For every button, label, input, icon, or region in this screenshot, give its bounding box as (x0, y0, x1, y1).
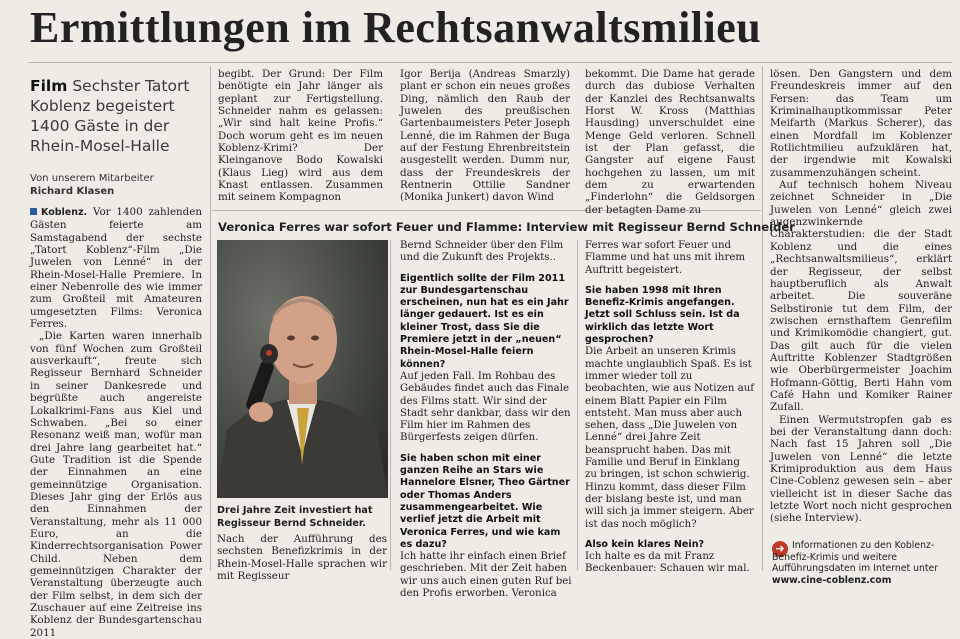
arrow-right-icon: ➜ (772, 541, 788, 557)
headline-rule (28, 62, 952, 63)
byline (30, 172, 205, 198)
interview-question: Also kein klares Nein? (585, 538, 705, 550)
article-paragraph: „Die Karten waren innerhalb von fünf Wochen zum Großteil ausverkauft“, freute sich Regisseur Bernhard Schneider in seiner Dankesrede und begrüßte auch angereiste Lokalkrimi-Fans aus Kiel und Schwaben. „Bei so einer Resonanz weiß man, wofür man drei Jahre lang gearbeitet hat.“ Gute Tradition ist die Spende der Einnahmen an eine gemeinnützige Organisation. Dieses Jahr ging der Erlös aus den Einnahmen der Veranstaltung, mehr als 11 000 Euro, an die Kinderrechtsorganisation Power Child. Neben dem gemeinnützigen Charakter der Veranstaltung überzeugte auch der Film selbst, in dem sich der Zuschauer auf eine Zeitreise ins Koblenz der Bundesgartenschau 2011 (30, 330, 202, 639)
director-photo (217, 240, 388, 498)
article-column-2 (218, 68, 383, 204)
interview-answer: Ich hatte ihr einfach einen Brief geschrieben. Mit der Zeit haben wir uns auch einen guten Ruf bei den Profis erworben. Veronica (400, 551, 572, 600)
info-text: Informationen zu den Koblenz-Benefiz-Krimis und weitere Aufführungsdaten im Internet unter (772, 540, 939, 575)
article-column-4 (585, 68, 755, 216)
article-paragraph: Auf technisch hohem Niveau zeichnet Schneider in „Die Juwelen von Lenné“ gleich zwei augenzwinkernde Charakterstudien: die der Stadt Koblenz und die eines „Rechtsanwaltsmilieus“, erklärt der Regisseur, der selbst hauptberuflich als Anwalt arbeitet. Die souveräne Selbstironie tut dem Film, der zwischen ernsthaftem Genrefilm und Krimikomödie changiert, gut. Das gilt auch für die vielen Auftritte Koblenzer Stadtgrößen wie Oberbürgermeister Joachim Hofmann-Göttig, Berti Hahn vom Café Hahn und Komiker Rainer Zufall. (770, 179, 952, 414)
deck (30, 76, 205, 156)
interview-headline: Veronica Ferres war sofort Feuer und Flamme: Interview mit Regisseur Bernd Schneider (218, 220, 795, 234)
column-rule (762, 66, 763, 571)
interview-question: Sie haben schon mit einer ganzen Reihe an Stars wie Hannelore Elsner, Theo Gärtner oder Thomas Anders zusammengearbeitet. Wie verlief jetzt die Arbeit mit Veronica Ferres, und wie kam es dazu? (400, 452, 570, 550)
interview-paragraph: Nach der Aufführung des sechsten Benefizkrimis in der Rhein-Mosel-Halle sprachen wir mit Regisseur (217, 533, 387, 583)
article-paragraph: begibt. Der Grund: Der Film benötigte ein Jahr länger als geplant zur Fertigstellung. Schneider nahm es gelassen: „Wir sind halt keine Profis.“ Doch worum geht es im neuen Koblenz-Krimi? Der Kleinganove Bodo Kowalski (Klaus Lieg) wird aus dem Knast entlassen. Zusammen mit seinem Kompagnon (218, 68, 383, 204)
byline-author: Richard Klasen (30, 186, 115, 197)
article-paragraph: Vor 1400 zahlenden Gästen feierte am Samstagabend der sechste „Tatort Koblenz“-Film „Die Juwelen von Lenné“ in der Rhein-Mosel-Halle Premiere. In einer Nebenrolle des wie immer zum Großteil mit Amateuren umgesetzten Films: Veronica Ferres. (30, 206, 202, 331)
interview-question: Eigentlich sollte der Film 2011 zur Bundesgartenschau erscheinen, nun hat es ein Jahr länger gedauert. Ist es ein kleiner Trost, dass Sie die Premiere jetzt in der „neuen“ Rhein-Mosel-Halle feiern können? (400, 272, 569, 370)
interview-answer: Die Arbeit an unseren Krimis machte unglaublich Spaß. Es ist immer wieder toll zu beobachten, wie aus Notizen auf einem Blatt Papier ein Film entsteht. Man muss aber auch sehen, dass „Die Juwelen von Lenné“ drei Jahre Zeit beansprucht haben. Das mit Familie und Beruf in Einklang zu bringen, ist schon schwierig. Hinzu kommt, dass dieser Film der bislang beste ist, und man will sich ja immer steigern. Aber ist das noch möglich? (585, 346, 755, 530)
article-paragraph: Einen Wermutstropfen gab es bei der Veranstaltung dann doch: Nach fast 15 Jahren soll „Die Juwelen von Lenné“ die letzte Krimiproduktion aus dem Haus Cine-Coblenz gewesen sein – aber vielleicht ist in dieser Sache das letzte Wort noch nicht gesprochen (siehe Interview). (770, 413, 952, 525)
interview-answer: Bernd Schneider über den Film und die Zukunft des Projekts.. (400, 240, 564, 264)
photo-caption: Drei Jahre Zeit investiert hat Regisseur Bernd Schneider. (217, 505, 373, 529)
interview-column-3 (400, 240, 572, 600)
article-paragraph: Igor Berija (Andreas Smarzly) plant er schon ein neues großes Ding, nämlich den Raub der Juwelen des preußischen Gartenbaumeisters Peter Joseph Lenné, die im Rahmen der Buga auf der Festung Ehrenbreitstein ausgestellt werden. Dumm nur, dass der Freundeskreis der Rentnerin Ottilie Sandner (Monika Junkert) davon Wind (400, 68, 570, 204)
column-rule (390, 240, 391, 570)
article-paragraph: bekommt. Die Dame hat gerade durch das dubiose Verhalten der Kanzlei des Rechtsanwalts Horst W. Kross (Matthias Hausding) unverschuldet eine Menge Geld verloren. Schnell ist der Plan gefasst, die Gangster auf eigene Faust hochgehen zu lassen, um mit dem zu erwartenden „Finderlohn“ die Geldsorgen der betagten Dame zu (585, 68, 755, 216)
article-column-1 (30, 206, 202, 639)
deck-text: Sechster Tatort Koblenz begeistert 1400 Gäste in der Rhein-Mosel-Halle (30, 77, 190, 155)
info-link[interactable]: www.cine-coblenz.com (772, 574, 892, 586)
byline-line1: Von unserem Mitarbeiter (30, 173, 154, 184)
article-column-5 (770, 68, 952, 525)
article-marker-icon (30, 208, 37, 215)
headline: Ermittlungen im Rechtsanwaltsmilieu (30, 3, 762, 52)
interview-answer: Ferres war sofort Feuer und Flamme und hat uns mit ihrem Auftritt begeistert. (585, 240, 746, 276)
column-rule (210, 66, 211, 571)
deck-kicker: Film (30, 77, 68, 95)
interview-question: Sie haben 1998 mit Ihren Benefiz-Krimis angefangen. Jetzt soll Schluss sein. Ist da wirklich das letzte Wort gesprochen? (585, 284, 740, 346)
director-photo-illustration (217, 240, 388, 498)
info-box (772, 540, 952, 586)
column-rule (577, 240, 578, 570)
dateline: Koblenz. (41, 207, 88, 218)
article-column-3 (400, 68, 570, 204)
interview-answer: Auf jeden Fall. Im Rohbau des Gebäudes findet auch das Finale des Films statt. Wir sind der Stadt sehr dankbar, dass wir den Film hier im Rahmen des Bürgerfests zeigen dürfen. (400, 370, 571, 444)
interview-column-4 (585, 240, 755, 576)
article-paragraph: lösen. Den Gangstern und dem Freundeskreis immer auf den Fersen: das Team um Kriminalhauptkommissar Peter Meifarth (Markus Scherer), das einen Mordfall im Koblenzer Rotlichtmilieu aufzuklären hat, der irgendwie mit Kowalski zusammenzuhängen scheint. (770, 68, 952, 179)
interview-answer: Ich halte es da mit Franz Beckenbauer: Schauen wir mal. (585, 551, 750, 575)
interview-intro (217, 533, 387, 582)
